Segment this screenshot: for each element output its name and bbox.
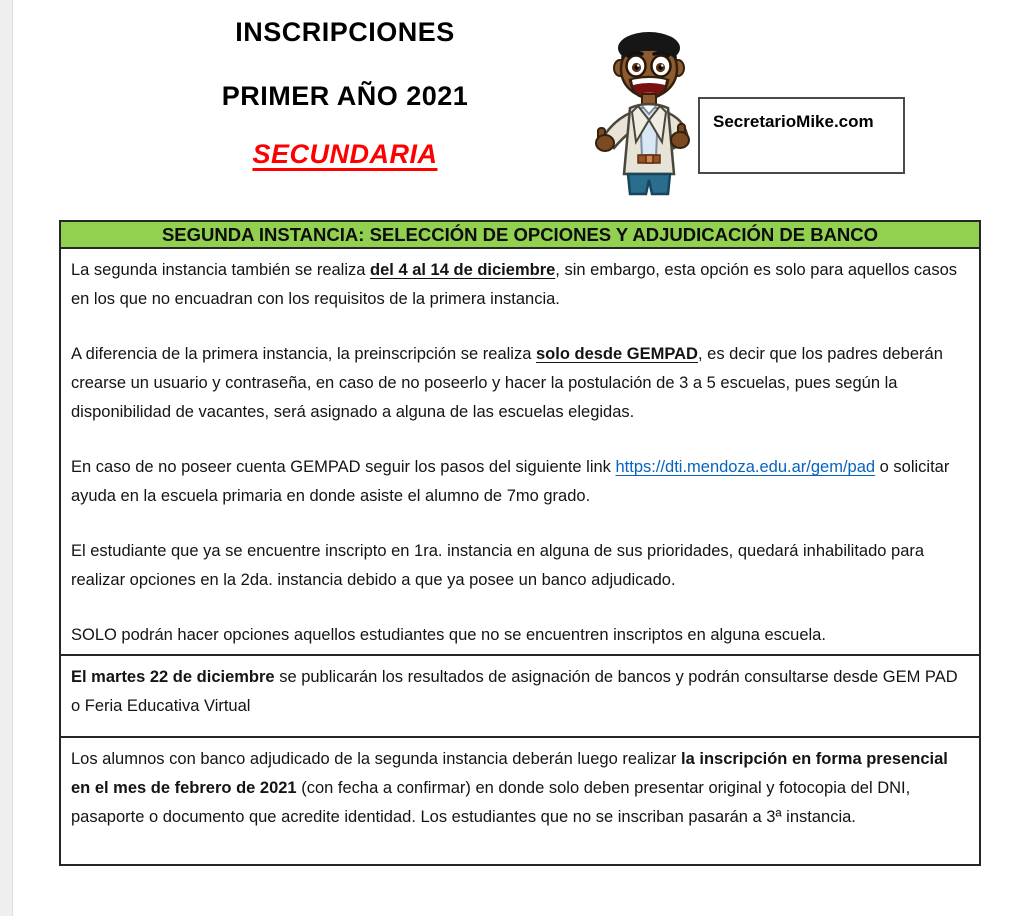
paragraph-presencial: Los alumnos con banco adjudicado de la segunda instancia deberán luego realizar la inscripción en forma presencial en el mes de febrero de 2021 (con fecha a confirmar) en donde solo deben presentar original y fotocopia del DNI, pasaporte o documento que acredite identidad. Los estudiantes que no se inscriban pasarán a 3ª instancia. <box>71 750 948 826</box>
notice-box <box>59 220 981 866</box>
paragraph-gempad: A diferencia de la primera instancia, la preinscripción se realiza solo desde GEMPAD, es decir que los padres deberán crearse un usuario y contraseña, en caso de no poseerlo y hacer la postulación de 3 a 5 escuelas, pues según la disponibilidad de vacantes, será asignado a alguna de las escuelas elegidas. <box>71 345 943 421</box>
emphasis-results-date: El martes 22 de diciembre <box>71 668 275 686</box>
page-subtitle-level: SECUNDARIA <box>252 139 438 169</box>
thumbs-up-mascot-icon <box>592 24 704 196</box>
emphasis-presencial: la inscripción en forma presencial en el mes de febrero de 2021 <box>71 750 948 797</box>
paragraph-results: El martes 22 de diciembre se publicarán los resultados de asignación de bancos y podrán consultarse desde GEM PAD o Feria Educativa Virtual <box>71 668 958 715</box>
page-title: INSCRIPCIONES <box>235 17 455 47</box>
page-left-gutter <box>0 0 13 916</box>
brand-box <box>698 97 905 174</box>
page-subtitle-year: PRIMER AÑO 2021 <box>221 81 469 111</box>
paragraph-solo-options: SOLO podrán hacer opciones aquellos estudiantes que no se encuentren inscriptos en alguna escuela. <box>71 626 826 644</box>
section-banner: SEGUNDA INSTANCIA: SELECCIÓN DE OPCIONES Y ADJUDICACIÓN DE BANCO <box>61 222 979 249</box>
notice-section-results <box>61 654 979 736</box>
emphasis-gempad: solo desde GEMPAD <box>535 345 698 363</box>
notice-section-presencial <box>61 736 979 864</box>
paragraph-dates: La segunda instancia también se realiza del 4 al 14 de diciembre, sin embargo, esta opción es solo para aquellos casos en los que no encuadran con los requisitos de la primera instancia. <box>71 261 958 308</box>
brand-label: SecretarioMike.com <box>713 112 874 131</box>
paragraph-enrolled-students: El estudiante que ya se encuentre inscripto en 1ra. instancia en alguna de sus prioridades, quedará inhabilitado para realizar opciones en la 2da. instancia debido a que ya posee un banco adjudicado. <box>71 542 925 589</box>
gempad-help-link[interactable]: https://dti.mendoza.edu.ar/gem/pad <box>615 458 876 476</box>
paragraph-link: En caso de no poseer cuenta GEMPAD seguir los pasos del siguiente link https://dti.mendoza.edu.ar/gem/pad o solicitar ayuda en la escuela primaria en donde asiste el alumno de 7mo grado. <box>71 458 950 505</box>
notice-section-main <box>61 249 979 654</box>
emphasis-date-range: del 4 al 14 de diciembre <box>370 261 556 279</box>
